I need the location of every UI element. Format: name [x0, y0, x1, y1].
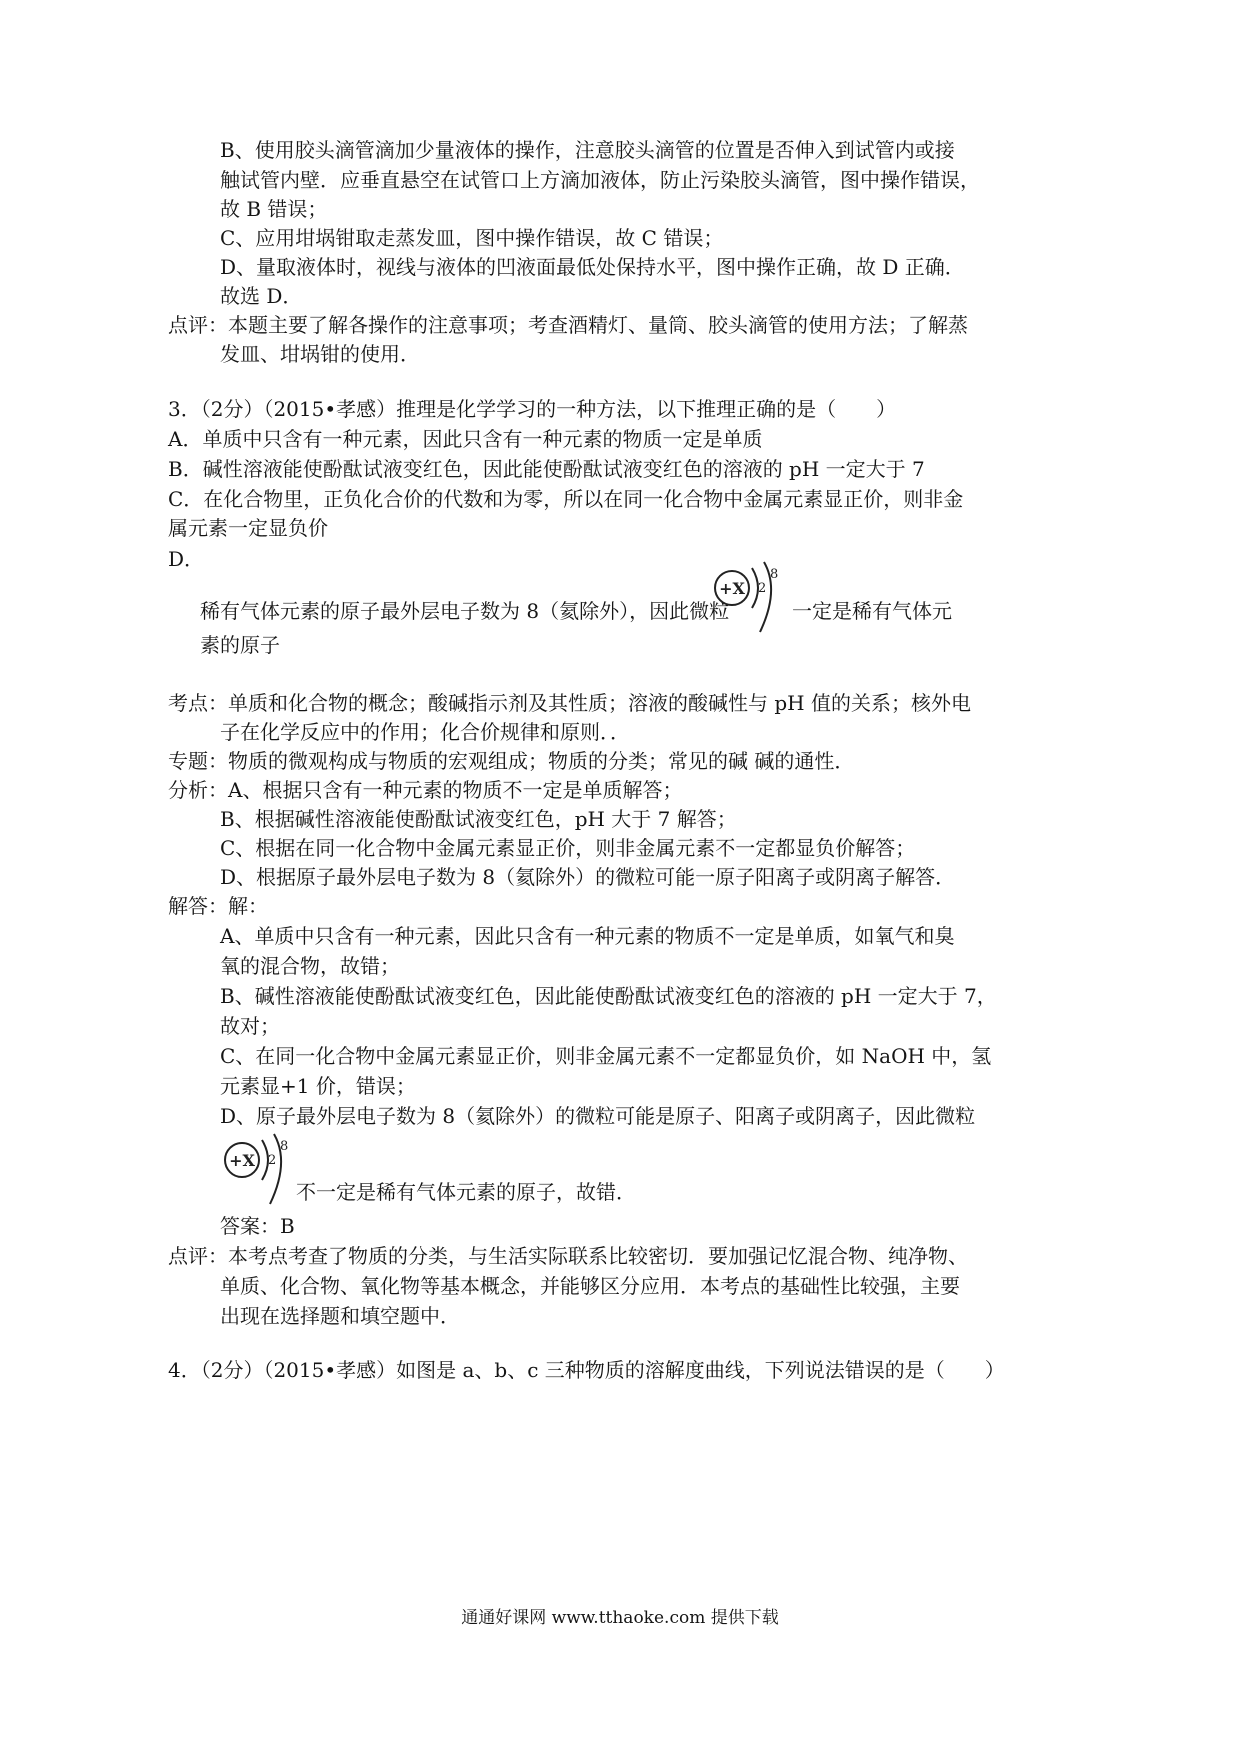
- q3-fenxi-b: B、根据碱性溶液能使酚酞试液变红色，pH 大于 7 解答；: [220, 807, 737, 831]
- q2-analysis-b-line3: 故 B 错误；: [220, 197, 328, 221]
- q3-kaodian-line1: 考点：单质和化合物的概念；酸碱指示剂及其性质；溶液的酸碱性与 pH 值的关系；核外电: [168, 691, 971, 715]
- q3-jieda: 解答：解：: [168, 894, 268, 918]
- q2-choice: 故选 D．: [220, 284, 303, 308]
- q3-option-a: A．单质中只含有一种元素，因此只含有一种元素的物质一定是单质: [168, 427, 763, 451]
- q3-option-d-label: D．: [168, 547, 205, 571]
- q3-dianping-line3: 出现在选择题和填空题中．: [220, 1304, 460, 1328]
- q3-dianping-line2: 单质、化合物、氧化物等基本概念，并能够区分应用．本考点的基础性比较强，主要: [220, 1274, 960, 1298]
- q2-analysis-c: C、应用坩埚钳取走蒸发皿，图中操作错误，故 C 错误；: [220, 226, 724, 250]
- q2-analysis-b-line1: B、使用胶头滴管滴加少量液体的操作，注意胶头滴管的位置是否伸入到试管内或接: [220, 138, 955, 162]
- q3-answer-d-line1: D、原子最外层电子数为 8（氦除外）的微粒可能是原子、阳离子或阴离子，因此微粒: [220, 1104, 976, 1128]
- q3-kaodian-line2: 子在化学反应中的作用；化合价规律和原则．．: [220, 720, 630, 744]
- q3-option-c-line2: 属元素一定显负价: [168, 516, 328, 540]
- atom-shell1-count: 2: [758, 581, 767, 596]
- q3-answer-d-line2-after: 不一定是稀有气体元素的原子，故错．: [296, 1180, 636, 1204]
- q3-answer-a-line2: 氧的混合物，故错；: [220, 954, 400, 978]
- atom-shell2-count: 8: [280, 1139, 289, 1154]
- q3-option-d-line1-after: 一定是稀有气体元: [792, 599, 952, 623]
- q4-stem: 4．（2分）（2015•孝感）如图是 a、b、c 三种物质的溶解度曲线，下列说法错误的是（ ）: [168, 1358, 1005, 1382]
- q3-option-b: B．碱性溶液能使酚酞试液变红色，因此能使酚酞试液变红色的溶液的 pH 一定大于 7: [168, 457, 925, 481]
- page-footer: 通通好课网 www.tthaoke.com 提供下载: [461, 1608, 779, 1628]
- q3-answer-c-line2: 元素显+1 价，错误；: [220, 1074, 416, 1098]
- q2-analysis-d: D、量取液体时，视线与液体的凹液面最低处保持水平，图中操作正确，故 D 正确．: [220, 255, 965, 279]
- atom-structure-diagram: [712, 558, 792, 638]
- q3-option-c-line1: C．在化合物里，正负化合价的代数和为零，所以在同一化合物中金属元素显正价，则非金: [168, 487, 964, 511]
- atom-shell1-count: 2: [268, 1153, 277, 1168]
- q3-fenxi-d: D、根据原子最外层电子数为 8（氦除外）的微粒可能一原子阳离子或阴离子解答．: [220, 865, 956, 889]
- q3-answer-b-line1: B、碱性溶液能使酚酞试液变红色，因此能使酚酞试液变红色的溶液的 pH 一定大于 7，: [220, 984, 997, 1008]
- q3-option-d-line1: 稀有气体元素的原子最外层电子数为 8（氦除外），因此微粒: [200, 599, 730, 623]
- atom-shell2-count: 8: [770, 567, 779, 582]
- q2-comment-line2: 发皿、坩埚钳的使用．: [220, 342, 420, 366]
- q3-answer-b-line2: 故对；: [220, 1014, 280, 1038]
- q3-answer-c-line1: C、在同一化合物中金属元素显正价，则非金属元素不一定都显负价，如 NaOH 中，氢: [220, 1044, 992, 1068]
- atom-nucleus-label: +X: [229, 1151, 255, 1170]
- q3-final-answer: 答案：B: [220, 1214, 295, 1238]
- q3-zhuanti: 专题：物质的微观构成与物质的宏观组成；物质的分类；常见的碱 碱的通性．: [168, 749, 855, 773]
- atom-nucleus-label: +X: [719, 579, 745, 598]
- q2-comment-line1: 点评：本题主要了解各操作的注意事项；考查酒精灯、量筒、胶头滴管的使用方法；了解蒸: [168, 313, 968, 337]
- q3-dianping-line1: 点评：本考点考查了物质的分类，与生活实际联系比较密切．要加强记忆混合物、纯净物、: [168, 1244, 968, 1268]
- q3-option-d-line2: 素的原子: [200, 633, 280, 657]
- q3-answer-a-line1: A、单质中只含有一种元素，因此只含有一种元素的物质不一定是单质，如氧气和臭: [220, 924, 955, 948]
- q3-fenxi-a: 分析：A、根据只含有一种元素的物质不一定是单质解答；: [168, 778, 683, 802]
- q3-fenxi-c: C、根据在同一化合物中金属元素显正价，则非金属元素不一定都显负价解答；: [220, 836, 916, 860]
- q2-analysis-b-line2: 触试管内壁．应垂直悬空在试管口上方滴加液体，防止污染胶头滴管，图中操作错误，: [220, 168, 980, 192]
- q3-stem: 3．（2分）（2015•孝感）推理是化学学习的一种方法，以下推理正确的是（ ）: [168, 397, 897, 421]
- atom-structure-diagram-answer: [222, 1130, 302, 1210]
